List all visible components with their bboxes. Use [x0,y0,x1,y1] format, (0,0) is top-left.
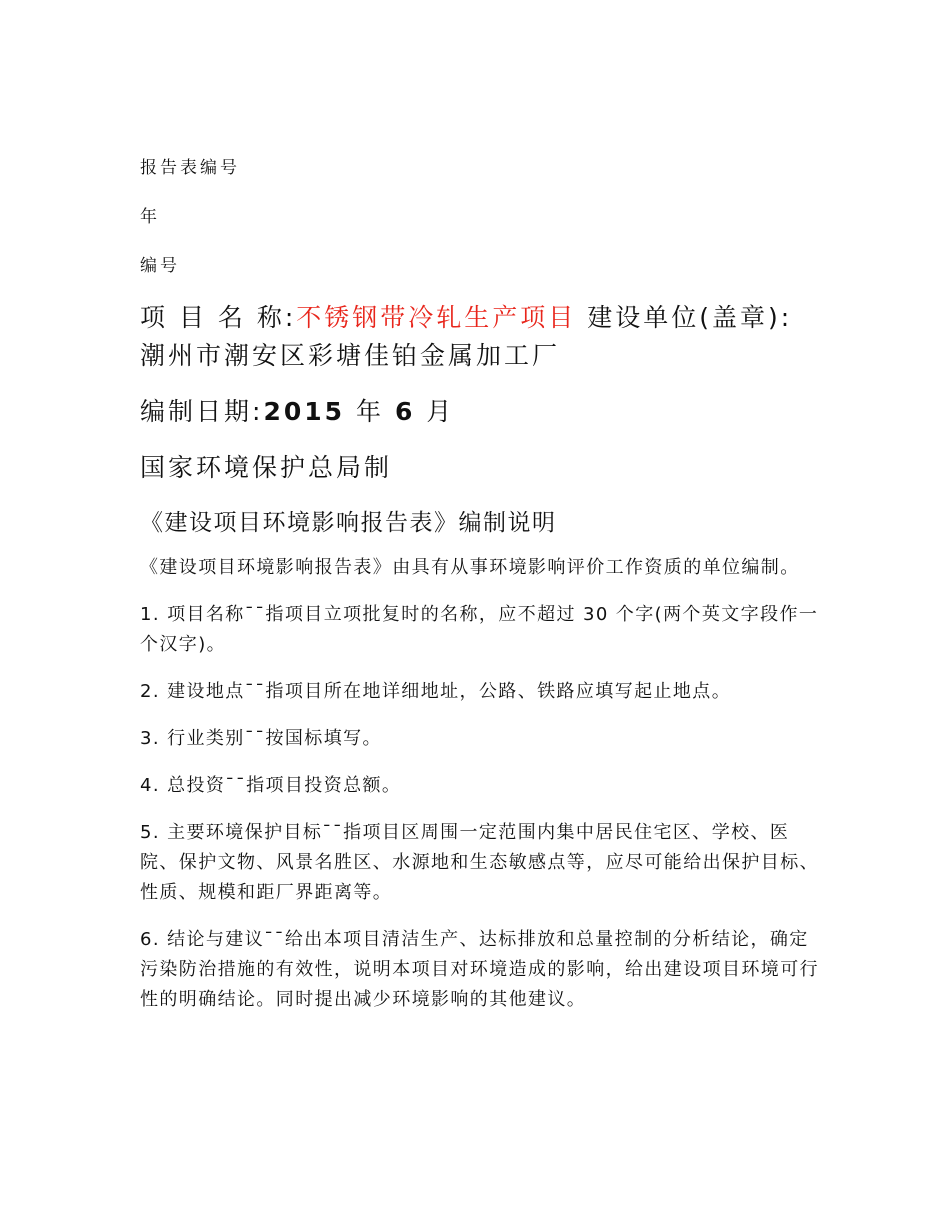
instruction-item: 4. 总投资¯¯指项目投资总额。 [140,775,402,796]
document-content [140,152,820,1032]
number-label: 编号 [140,256,180,276]
compile-date-month: 6 [394,397,416,426]
compile-date-month-unit: 月 [426,397,455,426]
instructions-title: 《建设项目环境影响报告表》编制说明 [140,510,557,536]
issuer: 国家环境保护总局制 [140,453,393,482]
project-info [140,299,820,375]
instruction-item: 5. 主要环境保护目标¯¯指项目区周围一定范围内集中居民住宅区、学校、医院、保护文物、风景名胜区、水源地和生态敏感点等，应尽可能给出保护目标、性质、规模和距厂界距离等。 [140,822,819,903]
instructions-intro: 《建设项目环境影响报告表》由具有从事环境影响评价工作资质的单位编制。 [140,557,800,578]
compile-date-year-unit: 年 [355,397,384,426]
year-label: 年 [140,207,160,227]
compile-date-label: 编制日期: [140,397,264,426]
report-number-label: 报告表编号 [140,158,240,178]
instruction-item: 3. 行业类别¯¯按国标填写。 [140,728,382,749]
project-name-label: 项 目 名 称: [140,303,297,332]
compile-date-year: 2015 [263,397,346,426]
compile-date [140,393,820,431]
instruction-item: 6. 结论与建议¯¯给出本项目清洁生产、达标排放和总量控制的分析结论，确定污染防治措施的有效性，说明本项目对环境造成的影响，给出建设项目环境可行性的明确结论。同时提出减少环境影响的其他建议。 [140,929,819,1010]
construction-unit-label: 建设单位(盖章): [576,303,793,332]
construction-unit-value: 潮州市潮安区彩塘佳铂金属加工厂 [140,341,561,370]
instruction-item: 2. 建设地点¯¯指项目所在地详细地址，公路、铁路应填写起止地点。 [140,681,732,702]
project-name-value: 不锈钢带冷轧生产项目 [296,303,577,332]
instruction-item: 1. 项目名称¯¯指项目立项批复时的名称，应不超过 30 个字(两个英文字段作一个汉字)。 [140,604,819,655]
